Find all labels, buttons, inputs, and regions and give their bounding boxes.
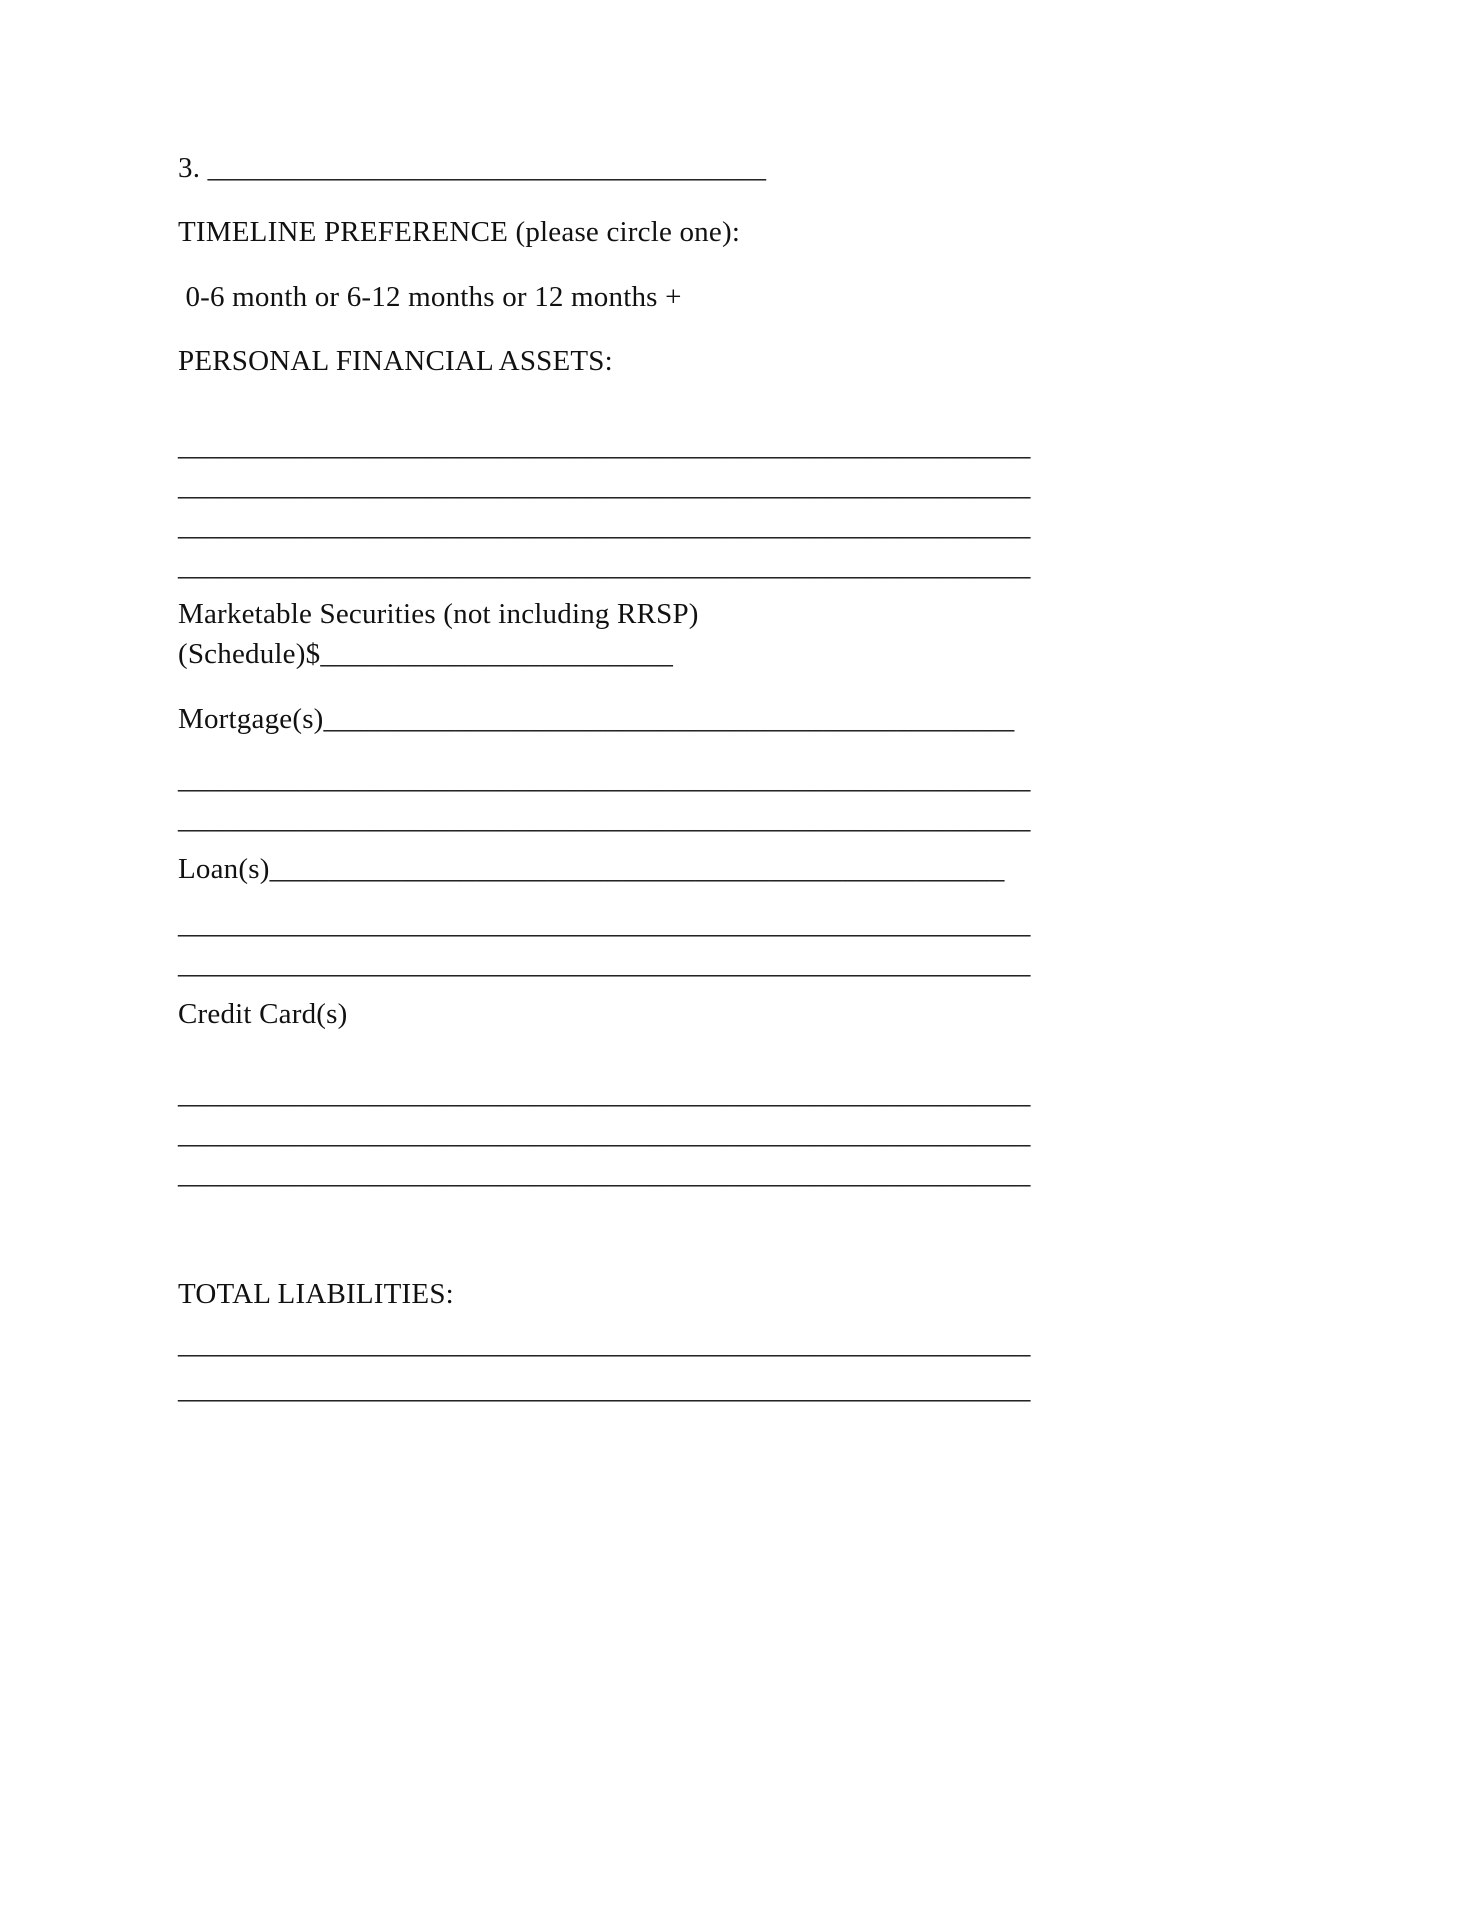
credit-cards-block — [178, 994, 1044, 1194]
timeline-preference-heading: TIMELINE PREFERENCE (please circle one): — [178, 216, 741, 248]
mortgage-block — [178, 699, 1044, 839]
loans-block — [178, 849, 1044, 984]
blank-line: __________________________________________________________ — [178, 1373, 1031, 1405]
blank-line: __________________________________________________________ — [178, 948, 1031, 980]
marketable-securities-label: Marketable Securities (not including RRSP) — [178, 598, 699, 630]
blank-line: __________________________________________________________ — [178, 763, 1031, 795]
blank-line: __________________________________________________________ — [178, 1118, 1031, 1150]
timeline-options-text: 0-6 month or 6-12 months or 12 months + — [178, 281, 682, 313]
mortgage-line: Mortgage(s)_______________________________________________ — [178, 703, 1015, 735]
marketable-securities-block — [178, 594, 1044, 674]
item-3-line: 3. ______________________________________ — [178, 152, 767, 184]
personal-financial-assets-heading: PERSONAL FINANCIAL ASSETS: — [178, 345, 613, 377]
blank-line: __________________________________________________________ — [178, 1078, 1031, 1110]
assets-blank-lines — [178, 426, 1044, 586]
loans-line: Loan(s)__________________________________________________ — [178, 853, 1005, 885]
blank-line: __________________________________________________________ — [178, 908, 1031, 940]
schedule-amount-line: (Schedule)$________________________ — [178, 638, 674, 670]
blank-line: __________________________________________________________ — [178, 550, 1031, 582]
blank-line: __________________________________________________________ — [178, 1328, 1031, 1360]
credit-cards-label: Credit Card(s) — [178, 998, 348, 1030]
total-liabilities-heading: TOTAL LIABILITIES: — [178, 1278, 454, 1310]
blank-line: __________________________________________________________ — [178, 1158, 1031, 1190]
total-liabilities-block — [178, 1274, 1044, 1409]
blank-line: __________________________________________________________ — [178, 510, 1031, 542]
blank-line: __________________________________________________________ — [178, 470, 1031, 502]
blank-line: __________________________________________________________ — [178, 803, 1031, 835]
blank-line: __________________________________________________________ — [178, 430, 1031, 462]
